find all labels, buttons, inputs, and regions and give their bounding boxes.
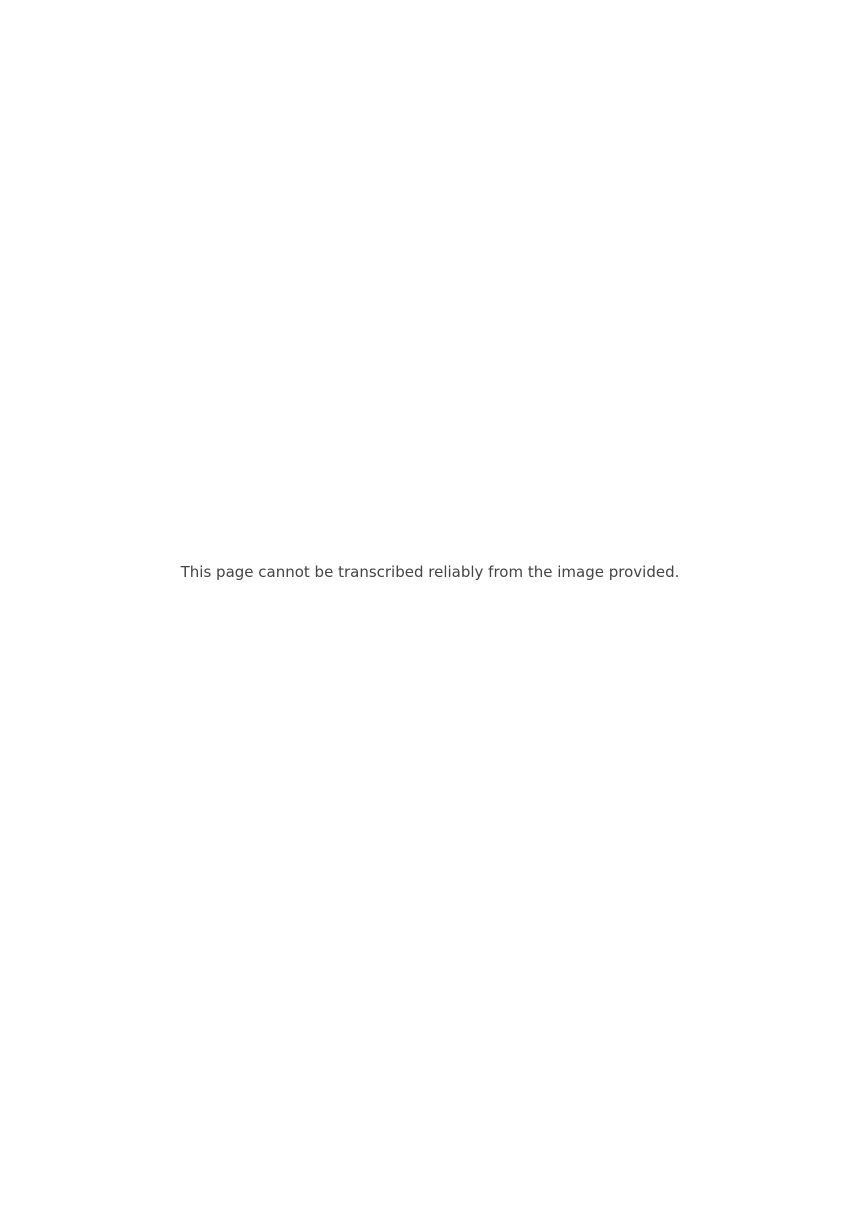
transcription-notice: This page cannot be transcribed reliably from the image provided.: [180, 563, 680, 581]
